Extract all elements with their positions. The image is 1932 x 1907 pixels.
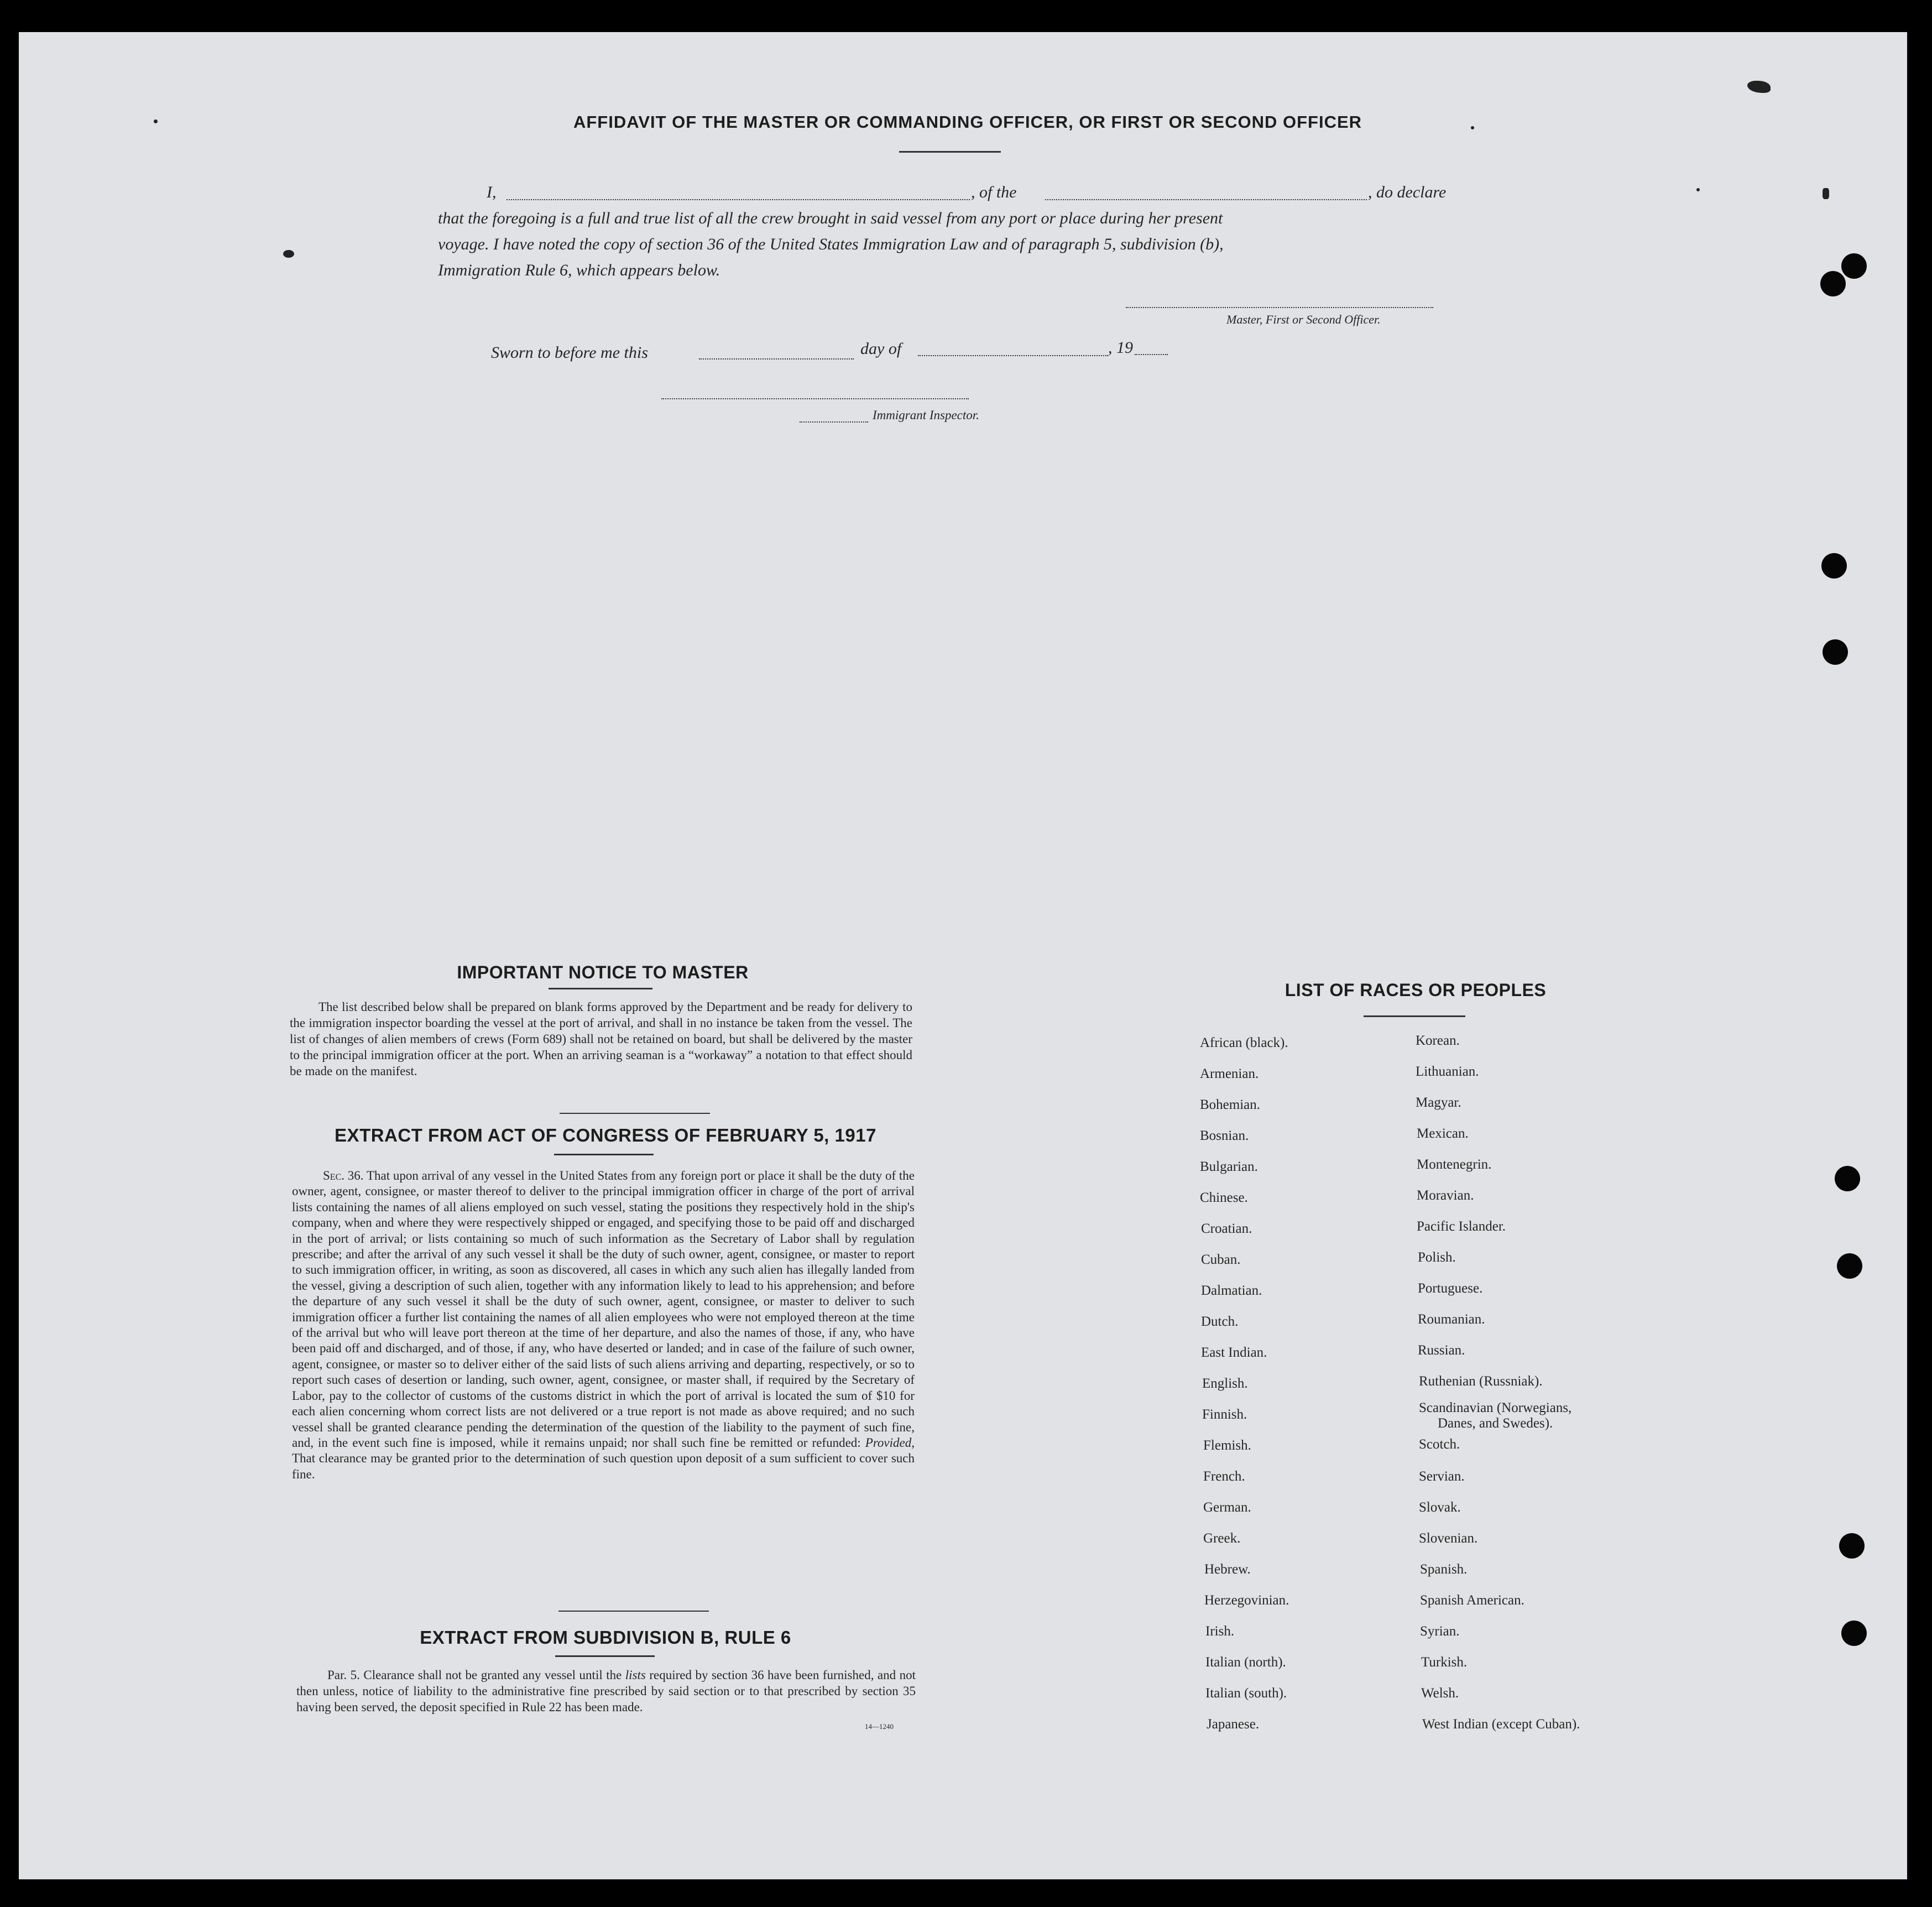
punch-hole	[1841, 253, 1867, 279]
master-signature-field[interactable]	[1126, 307, 1433, 308]
race-item: Croatian.	[1201, 1221, 1252, 1236]
race-item: Dalmatian.	[1201, 1283, 1262, 1298]
notice-text: The list described below shall be prepared on blank forms approved by the Department and be ready for delivery to the immigration inspector boarding the vessel at the port of arrival, and shall in no instance be taken from the vessel. The list of changes of alien members of crews (Form 689) shall not be retained on board, but shall be delivered by the master to the principal immigration officer at the port. When an arriving seaman is a “workaway” a notation to that effect should be made on the manifest.	[290, 1000, 912, 1078]
year-label: , 19	[1108, 338, 1133, 357]
race-item: Slovak.	[1419, 1500, 1461, 1515]
document-page	[19, 32, 1907, 1879]
rule-lists: lists	[625, 1668, 646, 1682]
race-item: Bohemian.	[1200, 1097, 1261, 1112]
race-item: Montenegrin.	[1417, 1157, 1492, 1172]
race-item: Cuban.	[1201, 1252, 1241, 1267]
act-provided: Provided,	[865, 1435, 915, 1450]
inspector-signature-field[interactable]	[661, 398, 969, 399]
race-item: Dutch.	[1201, 1314, 1239, 1329]
race-item: Italian (north).	[1205, 1655, 1286, 1670]
punch-hole	[1835, 1166, 1860, 1191]
race-item: Hebrew.	[1204, 1562, 1251, 1577]
race-item: Scotch.	[1419, 1437, 1460, 1452]
race-item: Lithuanian.	[1416, 1064, 1479, 1079]
race-item: French.	[1203, 1469, 1245, 1484]
race-item: Turkish.	[1421, 1655, 1468, 1670]
race-item: Italian (south).	[1205, 1686, 1287, 1701]
notice-title-rule	[549, 988, 652, 989]
race-item: Pacific Islander.	[1417, 1219, 1506, 1234]
race-item: East Indian.	[1201, 1345, 1267, 1360]
ink-speck	[283, 250, 294, 258]
race-item: Polish.	[1418, 1250, 1456, 1265]
punch-hole	[1820, 271, 1846, 296]
master-signature-caption: Master, First or Second Officer.	[1226, 312, 1381, 326]
race-item: Chinese.	[1200, 1190, 1248, 1205]
punch-hole	[1841, 1621, 1867, 1646]
form-number: 14—1240	[865, 1722, 894, 1731]
race-item: Servian.	[1419, 1469, 1465, 1484]
punch-hole	[1821, 553, 1847, 579]
ink-speck	[1696, 188, 1700, 191]
rule-title: EXTRACT FROM SUBDIVISION B, RULE 6	[420, 1627, 791, 1648]
inspector-prefix-field[interactable]	[800, 421, 868, 423]
race-item: Japanese.	[1207, 1717, 1260, 1732]
race-item: Flemish.	[1203, 1438, 1251, 1453]
affidavit-text-line: that the foregoing is a full and true list of all the crew brought in said vessel from any port or place during her present	[438, 209, 1223, 227]
race-item: Herzegovinian.	[1204, 1593, 1289, 1608]
race-item: Scandinavian (Norwegians,	[1419, 1400, 1572, 1415]
affidavit-title: AFFIDAVIT OF THE MASTER OR COMMANDING OFFICER, OR FIRST OR SECOND OFFICER	[573, 112, 1362, 132]
day-of-label: day of	[860, 340, 902, 358]
races-title: LIST OF RACES OR PEOPLES	[1284, 980, 1547, 1000]
race-item: Syrian.	[1420, 1624, 1460, 1639]
inspector-caption: Immigrant Inspector.	[873, 408, 979, 422]
act-title: EXTRACT FROM ACT OF CONGRESS OF FEBRUARY 5, 1917	[335, 1125, 876, 1145]
race-item: Spanish American.	[1420, 1593, 1524, 1608]
master-name-field[interactable]	[507, 199, 970, 200]
race-item: Danes, and Swedes).	[1438, 1416, 1553, 1431]
race-item: African (black).	[1200, 1035, 1288, 1050]
race-item: Magyar.	[1416, 1095, 1461, 1110]
sworn-day-field[interactable]	[699, 358, 854, 359]
sworn-label: Sworn to before me this	[491, 343, 648, 362]
rule-text	[296, 1667, 916, 1715]
rule-body-a: Par. 5. Clearance shall not be granted any vessel until the	[327, 1668, 622, 1682]
act-body: That upon arrival of any vessel in the United States from any foreign port or place it shall be the duty of the owner, agent, consignee, or master thereof to deliver to the principal immigration officer in charge of the port of arrival lists containing the names of all aliens employed on such vessel, stating the positions they respectively hold in the ship's company, when and where they were respectively shipped or engaged, and specifying those to be paid off and discharged in the port of arrival; or lists containing so much of such information as the Secretary of Labor shall by regulation prescribe; and after the arrival of any such vessel it shall be the duty of such owner, agent, consignee, or master to report to such immigration officer, in writing, as soon as discovered, all cases in which any such alien has illegally landed from the vessel, giving a description of such alien, together with any information likely to lead to his apprehension; and before the departure of any such vessel it shall be the duty of such owner, agent, consignee, or master to deliver to such immigration officer a further list containing the names of all alien employees who were not employed thereon at the time of the arrival but who will leave port thereon at the time of her departure, and also the names of those, if any, who have been paid off and discharged, and of those, if any, who have deserted or landed; and in case of the failure of such owner, agent, consignee, or master so to deliver either of the said lists of such aliens arriving and departing, respectively, or so to report such cases of desertion or landing, such owner, agent, consignee, or master shall, if required by the Secretary of Labor, pay to the collector of customs of the customs district in which the port of arrival is located the sum of $10 for each alien concerning whom correct lists are not delivered or a true report is not made as above required; and no such vessel shall be granted clearance pending the determination of the question of the liability to the payment of such fine, and, in the event such fine is imposed, while it remains unpaid; nor shall such fine be remitted or refunded:	[292, 1169, 915, 1450]
affidavit-of-the-label: , of the	[971, 183, 1017, 201]
race-item: Moravian.	[1417, 1188, 1474, 1203]
affidavit-i-label: I,	[487, 183, 497, 201]
races-title-rule	[1364, 1015, 1465, 1017]
rule-title-rule	[555, 1655, 655, 1657]
race-item: Welsh.	[1421, 1686, 1459, 1701]
race-item: Greek.	[1203, 1531, 1241, 1546]
ink-speck	[154, 119, 158, 123]
race-item: Bulgarian.	[1200, 1159, 1258, 1174]
race-item: Russian.	[1418, 1343, 1465, 1358]
race-item: Korean.	[1416, 1033, 1460, 1048]
act-body-end: That clearance may be granted prior to the determination of such question upon deposit of a sum sufficient to cover such fine.	[292, 1451, 915, 1481]
vessel-name-field[interactable]	[1045, 199, 1367, 200]
affidavit-text-line: Immigration Rule 6, which appears below.	[438, 261, 720, 279]
race-item: Bosnian.	[1200, 1128, 1249, 1143]
race-item: Spanish.	[1420, 1562, 1468, 1577]
notice-title: IMPORTANT NOTICE TO MASTER	[457, 962, 749, 982]
punch-hole	[1839, 1533, 1865, 1559]
punch-hole	[1837, 1253, 1862, 1279]
affidavit-do-declare-label: , do declare	[1368, 183, 1447, 201]
sworn-year-field[interactable]	[1135, 354, 1168, 355]
act-text	[292, 1168, 915, 1482]
affidavit-text-line: voyage. I have noted the copy of section 36 of the United States Immigration Law and of paragraph 5, subdivision (b),	[438, 235, 1224, 253]
race-item: Ruthenian (Russniak).	[1419, 1374, 1543, 1389]
race-item: Mexican.	[1417, 1126, 1469, 1141]
punch-hole	[1823, 639, 1848, 665]
race-item: Irish.	[1205, 1624, 1235, 1639]
race-item: Finnish.	[1202, 1407, 1247, 1422]
race-item: German.	[1203, 1500, 1251, 1515]
act-title-rule	[554, 1154, 654, 1155]
section-divider	[560, 1113, 710, 1114]
rule-body-b: required by section 36 have been furnished, and not then unless, notice of liability to the administrative fine prescribed by said section or to that prescribed by section 35 having been served, the deposit specified in Rule 22 has been made.	[296, 1668, 916, 1714]
ink-speck	[1823, 188, 1829, 199]
race-item: Armenian.	[1200, 1066, 1259, 1081]
sworn-month-field[interactable]	[918, 355, 1108, 356]
race-item: Slovenian.	[1419, 1531, 1478, 1546]
race-item: English.	[1202, 1376, 1248, 1391]
race-item: Roumanian.	[1418, 1312, 1485, 1327]
race-item: West Indian (except Cuban).	[1422, 1717, 1580, 1732]
section-divider	[558, 1611, 709, 1612]
race-item: Portuguese.	[1418, 1281, 1483, 1296]
affidavit-title-rule	[899, 151, 1001, 153]
act-section-number: Sec. 36.	[323, 1169, 364, 1182]
